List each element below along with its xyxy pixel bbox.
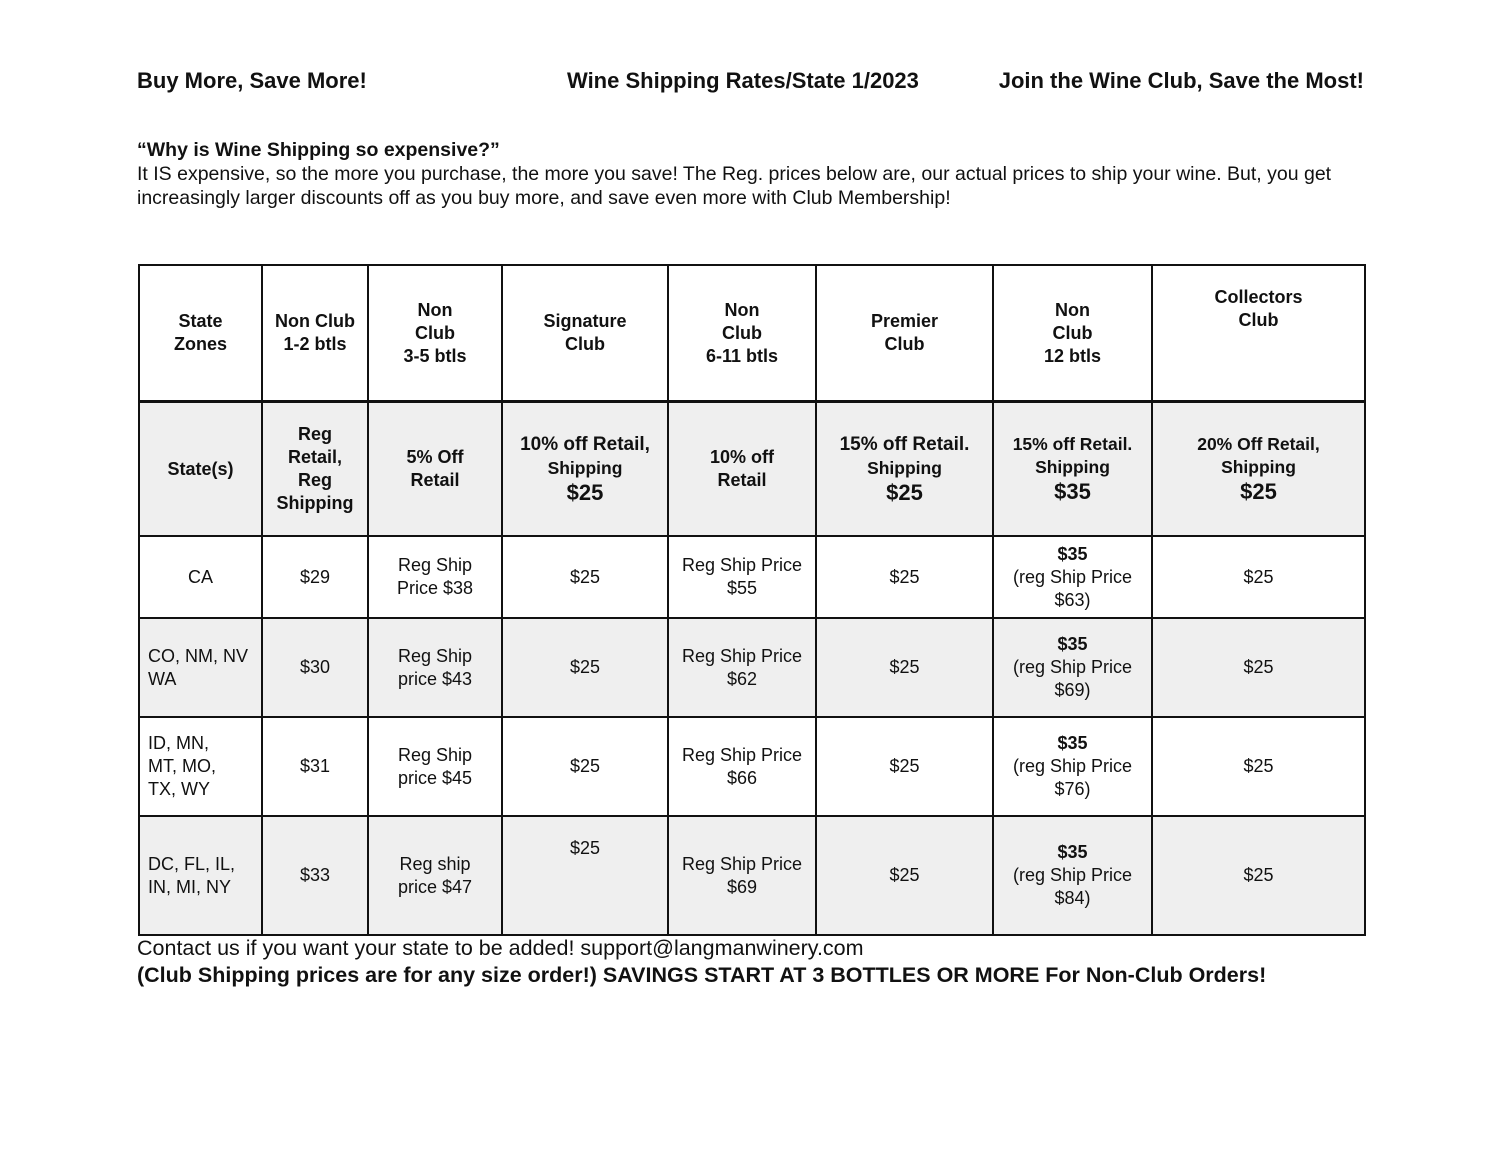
- page-header: [137, 68, 1364, 100]
- cell-nonclub-3-5: Reg Ship price $45: [368, 717, 502, 816]
- cell-nonclub-1-2: $31: [262, 717, 368, 816]
- cell-nonclub-6-11: Reg Ship Price $66: [668, 717, 816, 816]
- cell-premier: $25: [816, 717, 993, 816]
- footer-contact: Contact us if you want your state to be added! support@langmanwinery.com: [137, 936, 864, 960]
- subheader-nonclub-6-11: 10% off Retail: [668, 402, 816, 537]
- column-header-signature-club: Signature Club: [502, 265, 668, 402]
- cell-nonclub-12: $35 (reg Ship Price $84): [993, 816, 1152, 935]
- cell-premier: $25: [816, 816, 993, 935]
- cell-nonclub-12: $35 (reg Ship Price $63): [993, 536, 1152, 618]
- cell-nonclub-1-2: $30: [262, 618, 368, 717]
- header-left-slogan: Buy More, Save More!: [137, 68, 367, 93]
- column-header-state-zones: State Zones: [139, 265, 262, 402]
- subheader-nonclub-1-2: Reg Retail, Reg Shipping: [262, 402, 368, 537]
- cell-collectors: $25: [1152, 717, 1365, 816]
- cell-nonclub-12: $35 (reg Ship Price $76): [993, 717, 1152, 816]
- column-header-collectors-club: Collectors Club: [1152, 265, 1365, 402]
- subheader-nonclub-3-5: 5% Off Retail: [368, 402, 502, 537]
- column-header-premier-club: Premier Club: [816, 265, 993, 402]
- table-row: [139, 536, 1365, 618]
- cell-states: CO, NM, NV WA: [139, 618, 262, 717]
- cell-nonclub-3-5: Reg Ship Price $38: [368, 536, 502, 618]
- cell-premier: $25: [816, 618, 993, 717]
- cell-states: DC, FL, IL, IN, MI, NY: [139, 816, 262, 935]
- subheader-collectors: 20% Off Retail, Shipping $25: [1152, 402, 1365, 537]
- cell-nonclub-3-5: Reg Ship price $43: [368, 618, 502, 717]
- cell-nonclub-3-5: Reg ship price $47: [368, 816, 502, 935]
- cell-collectors: $25: [1152, 536, 1365, 618]
- intro-section: [137, 138, 1367, 210]
- cell-nonclub-1-2: $29: [262, 536, 368, 618]
- cell-states: ID, MN, MT, MO, TX, WY: [139, 717, 262, 816]
- intro-text: It IS expensive, so the more you purchase, the more you save! The Reg. prices below are, our actual prices to ship your wine. But, you get increasingly larger discounts off as you buy more, and save even more with Club Membership!: [137, 163, 1332, 209]
- cell-nonclub-6-11: Reg Ship Price $62: [668, 618, 816, 717]
- table-row: [139, 816, 1365, 935]
- table-row: [139, 717, 1365, 816]
- column-header-nonclub-3-5: Non Club 3-5 btls: [368, 265, 502, 402]
- cell-nonclub-12: $35 (reg Ship Price $69): [993, 618, 1152, 717]
- subheader-premier: 15% off Retail. Shipping $25: [816, 402, 993, 537]
- footer-note: (Club Shipping prices are for any size order!) SAVINGS START AT 3 BOTTLES OR MORE For Non-Club Orders!: [137, 963, 1267, 987]
- cell-nonclub-1-2: $33: [262, 816, 368, 935]
- header-right-slogan: Join the Wine Club, Save the Most!: [998, 68, 1364, 93]
- column-header-nonclub-12: Non Club 12 btls: [993, 265, 1152, 402]
- cell-nonclub-6-11: Reg Ship Price $69: [668, 816, 816, 935]
- header-title: Wine Shipping Rates/State 1/2023: [567, 68, 919, 93]
- table-row: [139, 618, 1365, 717]
- intro-question: “Why is Wine Shipping so expensive?”: [137, 139, 500, 161]
- subheader-states: State(s): [139, 402, 262, 537]
- cell-signature: $25: [502, 536, 668, 618]
- cell-signature: $25: [502, 816, 668, 935]
- cell-collectors: $25: [1152, 816, 1365, 935]
- cell-signature: $25: [502, 717, 668, 816]
- cell-states: CA: [139, 536, 262, 618]
- subheader-nonclub-12: 15% off Retail. Shipping $35: [993, 402, 1152, 537]
- table-header-row: [139, 265, 1365, 402]
- cell-premier: $25: [816, 536, 993, 618]
- shipping-rates-table: [138, 264, 1366, 936]
- column-header-nonclub-6-11: Non Club 6-11 btls: [668, 265, 816, 402]
- subheader-signature: 10% off Retail, Shipping $25: [502, 402, 668, 537]
- footer-section: [137, 935, 1377, 989]
- cell-nonclub-6-11: Reg Ship Price $55: [668, 536, 816, 618]
- column-header-nonclub-1-2: Non Club 1-2 btls: [262, 265, 368, 402]
- cell-signature: $25: [502, 618, 668, 717]
- table-subheader-row: [139, 402, 1365, 537]
- cell-collectors: $25: [1152, 618, 1365, 717]
